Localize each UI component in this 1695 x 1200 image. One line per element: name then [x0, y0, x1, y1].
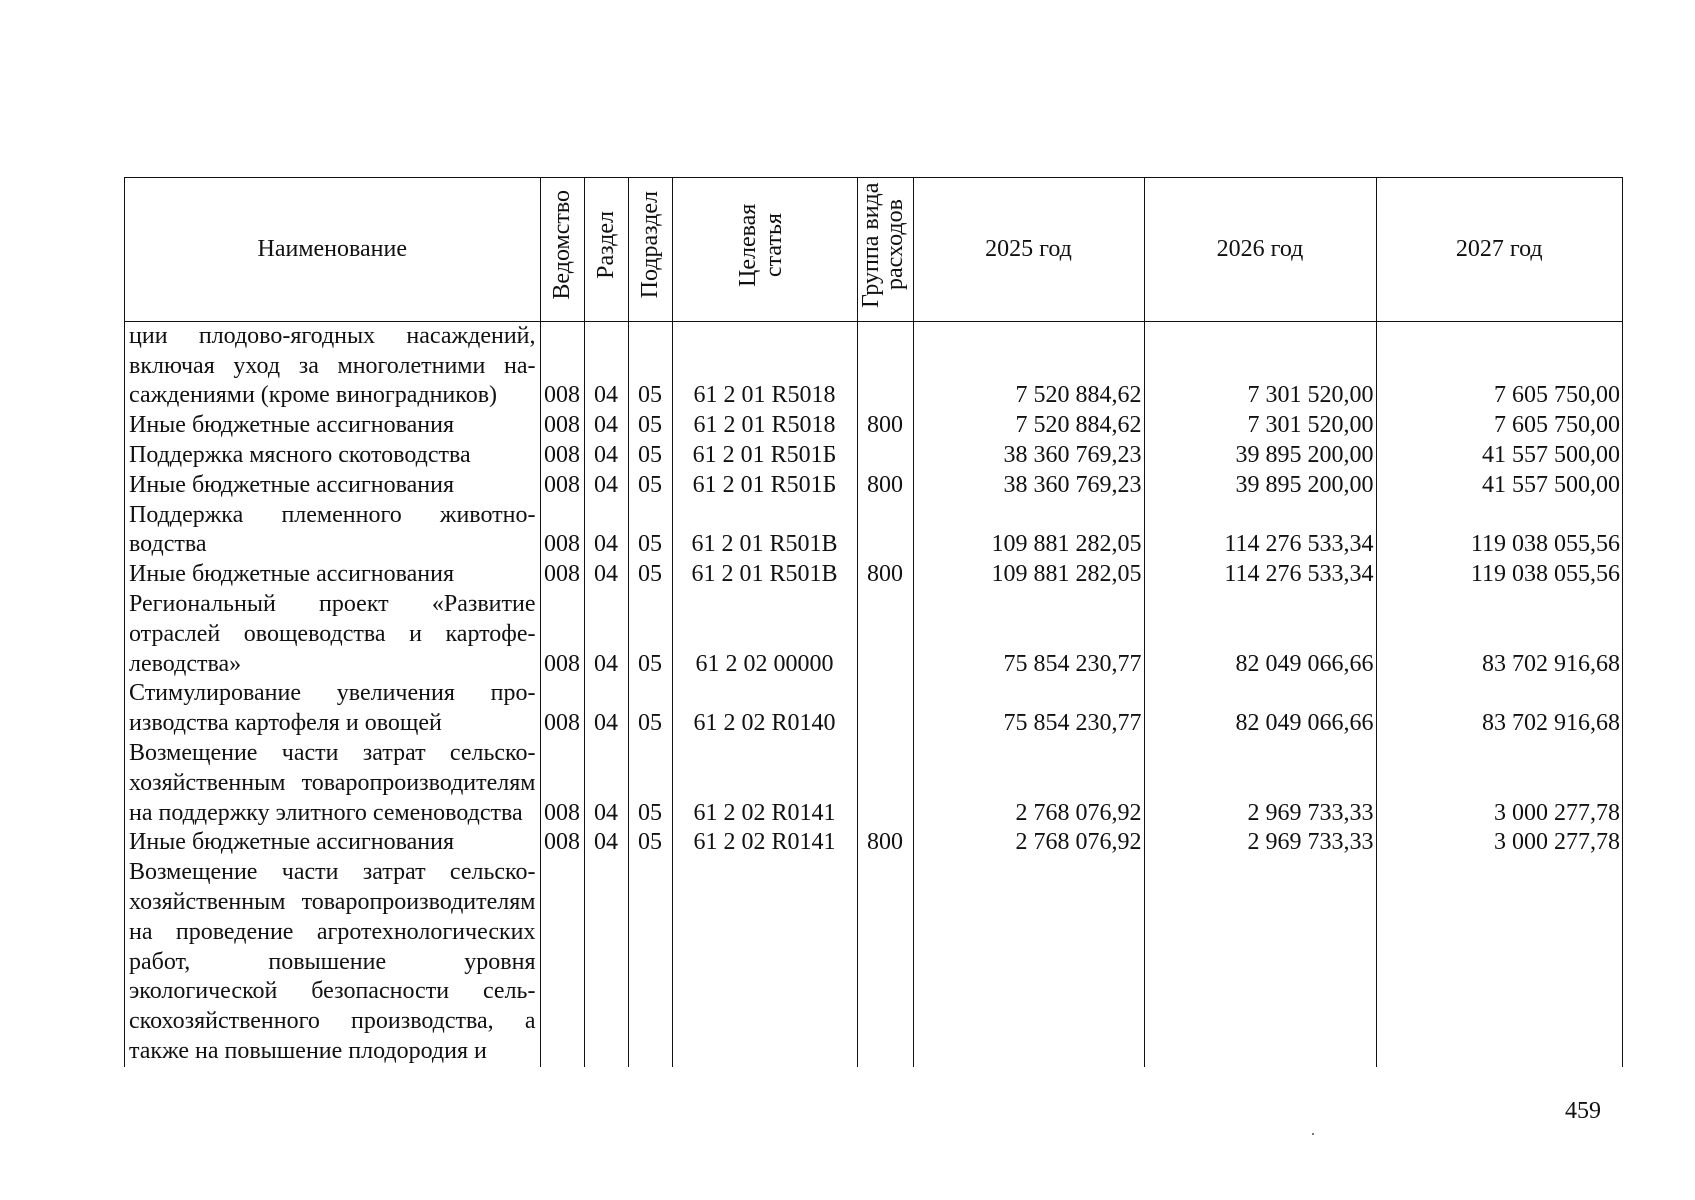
row-amount-2025: 38 360 769,23: [913, 471, 1144, 501]
row-name: Иные бюджетные ассигнования: [125, 471, 540, 501]
row-podrazdel: 05: [628, 501, 672, 561]
table-row: [125, 441, 1622, 471]
budget-table-page: [124, 177, 1623, 1067]
row-vedomstvo: 008: [540, 501, 584, 561]
row-razdel: [584, 858, 628, 1067]
row-gruppa: 800: [857, 411, 913, 441]
row-razdel: 04: [584, 321, 628, 411]
row-podrazdel: 05: [628, 560, 672, 590]
row-razdel: 04: [584, 501, 628, 561]
header-podrazdel: Подраздел: [628, 178, 672, 321]
row-amount-2025: 7 520 884,62: [913, 411, 1144, 441]
row-celevaya-statya: 61 2 01 R5018: [672, 411, 857, 441]
row-celevaya-statya: 61 2 02 R0141: [672, 739, 857, 828]
row-razdel: 04: [584, 679, 628, 739]
row-vedomstvo: 008: [540, 590, 584, 679]
row-razdel: 04: [584, 590, 628, 679]
row-celevaya-statya: 61 2 01 R501Б: [672, 441, 857, 471]
row-name: Иные бюджетные ассигнования: [125, 828, 540, 858]
row-razdel: 04: [584, 560, 628, 590]
row-name: Стимулирование увеличения производства картофеля и овощей: [125, 679, 540, 739]
row-amount-2025: [913, 858, 1144, 1067]
row-amount-2026: 7 301 520,00: [1144, 321, 1376, 411]
row-podrazdel: 05: [628, 441, 672, 471]
table-row: [125, 828, 1622, 858]
table-row: [125, 739, 1622, 828]
row-gruppa: [857, 441, 913, 471]
row-amount-2025: 2 768 076,92: [913, 739, 1144, 828]
row-vedomstvo: 008: [540, 411, 584, 441]
row-celevaya-statya: 61 2 02 R0141: [672, 828, 857, 858]
row-podrazdel: 05: [628, 828, 672, 858]
row-gruppa: [857, 858, 913, 1067]
table-row: [125, 411, 1622, 441]
row-amount-2026: 114 276 533,34: [1144, 501, 1376, 561]
table-row: [125, 590, 1622, 679]
row-amount-2026: 82 049 066,66: [1144, 679, 1376, 739]
row-gruppa: [857, 321, 913, 411]
row-celevaya-statya: 61 2 02 00000: [672, 590, 857, 679]
table-header: [125, 178, 1622, 321]
header-year-2025: 2025 год: [913, 178, 1144, 321]
table-row: [125, 321, 1622, 411]
row-name: Поддержка племенного животноводства: [125, 501, 540, 561]
row-gruppa: 800: [857, 471, 913, 501]
row-vedomstvo: 008: [540, 560, 584, 590]
row-amount-2026: 39 895 200,00: [1144, 441, 1376, 471]
row-amount-2027: 41 557 500,00: [1482, 441, 1620, 468]
header-year-2027: 2027 год: [1376, 178, 1622, 321]
row-vedomstvo: 008: [540, 828, 584, 858]
row-name: Иные бюджетные ассигнования: [125, 560, 540, 590]
row-amount-2026: 39 895 200,00: [1144, 471, 1376, 501]
row-podrazdel: 05: [628, 590, 672, 679]
row-podrazdel: 05: [628, 471, 672, 501]
row-amount-2027: 119 038 055,56: [1470, 561, 1620, 588]
row-amount-2026: 114 276 533,34: [1144, 560, 1376, 590]
row-name: Возмещение части затрат сельскохозяйственным товаропроизводителям на проведение агротехнологических работ, повышение уровня экологической безопасности сельскохозяйственного производства, а также на повышение плодородия и: [125, 858, 540, 1067]
row-amount-2026: [1144, 858, 1376, 1067]
table-row: [125, 560, 1622, 590]
row-name: Возмещение части затрат сельскохозяйственным товаропроизводителям на поддержку элитного семеноводства: [125, 739, 540, 828]
row-celevaya-statya: 61 2 01 R501В: [672, 501, 857, 561]
row-razdel: 04: [584, 411, 628, 441]
row-gruppa: [857, 590, 913, 679]
row-name: Региональный проект «Развитие отраслей овощеводства и картофелеводства»: [125, 590, 540, 679]
row-amount-2025: 38 360 769,23: [913, 441, 1144, 471]
row-razdel: 04: [584, 739, 628, 828]
row-razdel: 04: [584, 471, 628, 501]
row-vedomstvo: 008: [540, 471, 584, 501]
row-name: ции плодово-ягодных насаждений, включая уход за многолетними насаждениями (кроме виноградников): [125, 321, 540, 411]
row-amount-2027: [1376, 858, 1622, 1067]
row-gruppa: [857, 501, 913, 561]
table-body: [125, 321, 1622, 1066]
header-vedomstvo: Ведомство: [540, 178, 584, 321]
table-row: [125, 471, 1622, 501]
row-razdel: 04: [584, 828, 628, 858]
row-podrazdel: 05: [628, 739, 672, 828]
row-vedomstvo: [540, 858, 584, 1067]
row-celevaya-statya: 61 2 01 R5018: [672, 321, 857, 411]
row-amount-2027: 83 702 916,68: [1482, 650, 1620, 677]
row-amount-2026: 7 301 520,00: [1144, 411, 1376, 441]
row-amount-2027: 119 038 055,56: [1470, 531, 1620, 558]
row-celevaya-statya: 61 2 02 R0140: [672, 679, 857, 739]
row-podrazdel: 05: [628, 679, 672, 739]
row-amount-2025: 109 881 282,05: [913, 560, 1144, 590]
row-vedomstvo: 008: [540, 739, 584, 828]
table-row: [125, 858, 1622, 1067]
header-razdel: Раздел: [584, 178, 628, 321]
row-amount-2027: 83 702 916,68: [1482, 710, 1620, 737]
row-vedomstvo: 008: [540, 679, 584, 739]
header-gruppa-vida-rashodov: Группа вида расходов: [857, 178, 913, 321]
row-celevaya-statya: [672, 858, 857, 1067]
header-name: Наименование: [125, 178, 540, 321]
row-gruppa: 800: [857, 560, 913, 590]
row-amount-2026: 82 049 066,66: [1144, 590, 1376, 679]
row-amount-2025: 75 854 230,77: [913, 679, 1144, 739]
row-amount-2025: 109 881 282,05: [913, 501, 1144, 561]
row-podrazdel: 05: [628, 411, 672, 441]
budget-table: [125, 178, 1622, 1067]
row-amount-2026: 2 969 733,33: [1144, 828, 1376, 858]
row-amount-2025: 75 854 230,77: [913, 590, 1144, 679]
row-celevaya-statya: 61 2 01 R501В: [672, 560, 857, 590]
row-amount-2027: 7 605 750,00: [1494, 382, 1620, 409]
row-amount-2027: 3 000 277,78: [1494, 799, 1620, 826]
row-gruppa: [857, 739, 913, 828]
row-name: Поддержка мясного скотоводства: [125, 441, 540, 471]
row-amount-2027: 3 000 277,78: [1494, 829, 1620, 856]
table-row: [125, 679, 1622, 739]
page-number: 459: [1565, 1098, 1601, 1124]
row-razdel: 04: [584, 441, 628, 471]
row-gruppa: 800: [857, 828, 913, 858]
row-amount-2025: 7 520 884,62: [913, 321, 1144, 411]
row-name: Иные бюджетные ассигнования: [125, 411, 540, 441]
row-vedomstvo: 008: [540, 441, 584, 471]
row-celevaya-statya: 61 2 01 R501Б: [672, 471, 857, 501]
scan-speck: [1312, 1133, 1314, 1135]
row-gruppa: [857, 679, 913, 739]
table-row: [125, 501, 1622, 561]
row-vedomstvo: 008: [540, 321, 584, 411]
row-amount-2026: 2 969 733,33: [1144, 739, 1376, 828]
row-podrazdel: [628, 858, 672, 1067]
header-year-2026: 2026 год: [1144, 178, 1376, 321]
row-amount-2025: 2 768 076,92: [913, 828, 1144, 858]
row-amount-2027: 7 605 750,00: [1494, 412, 1620, 439]
row-podrazdel: 05: [628, 321, 672, 411]
header-celevaya-statya: Целевая статья: [672, 178, 857, 321]
row-amount-2027: 41 557 500,00: [1482, 471, 1620, 498]
